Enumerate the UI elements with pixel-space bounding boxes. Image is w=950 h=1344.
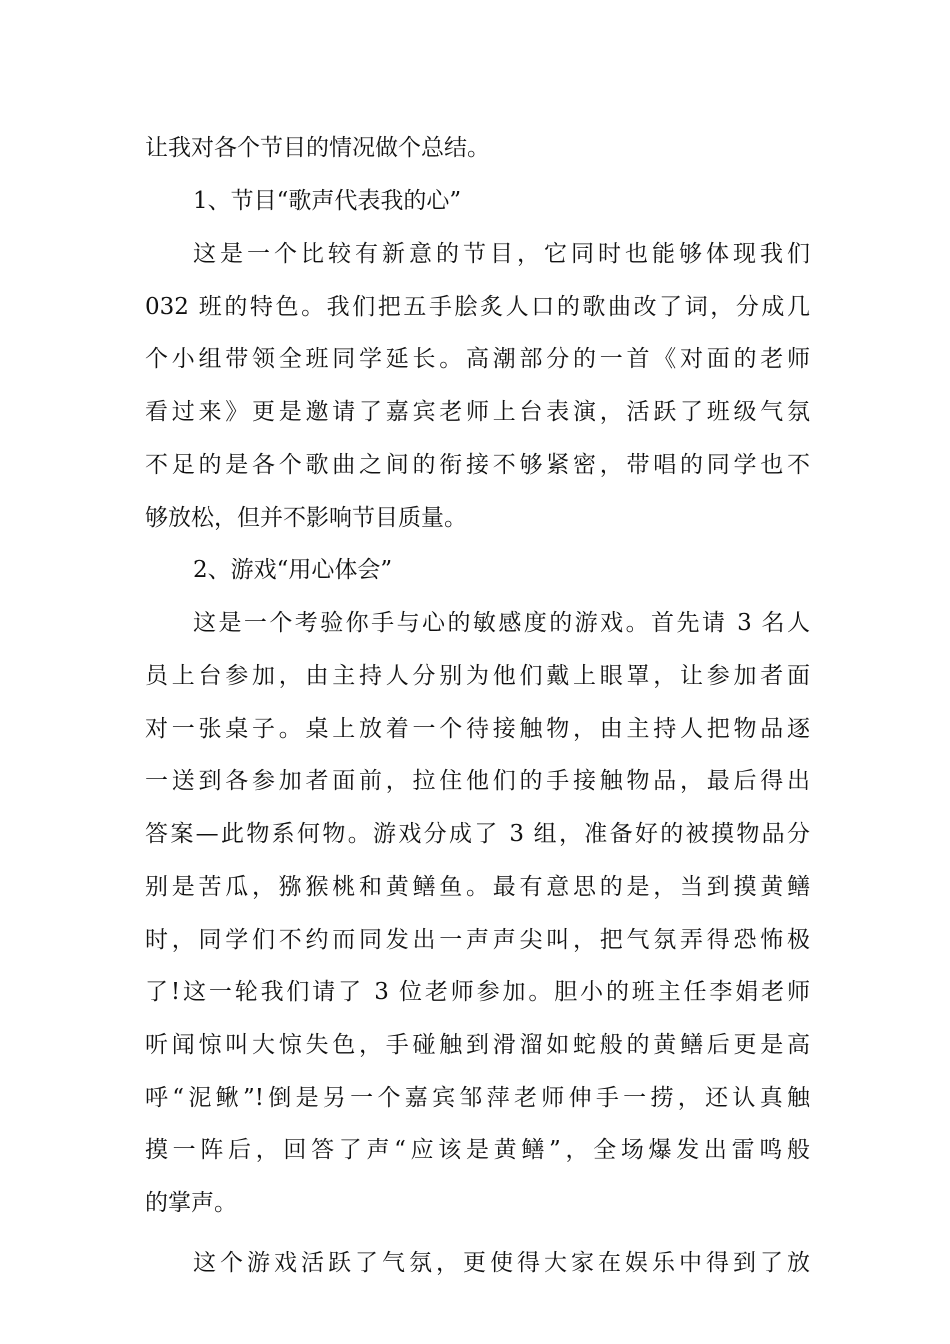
text-line: 个小组带领全班同学延长。高潮部分的一首《对面的老师 [145,346,810,372]
text-line: 够放松，但并不影响节目质量。 [145,505,467,531]
text-line: 听闻惊叫大惊失色，手碰触到滑溜如蛇般的黄鳝后更是高 [145,1032,810,1058]
text-line: 答案—此物系何物。游戏分成了 3 组，准备好的被摸物品分 [145,821,810,847]
text-line: 让我对各个节目的情况做个总结。 [145,135,490,161]
text-line: 看过来》更是邀请了嘉宾老师上台表演，活跃了班级气氛 [145,399,810,425]
text-line: 一送到各参加者面前，拉住他们的手接触物品，最后得出 [145,768,810,794]
text-line: 这个游戏活跃了气氛，更使得大家在娱乐中得到了放 [193,1250,810,1276]
text-line: 032 班的特色。我们把五手脍炙人口的歌曲改了词，分成几 [145,294,810,320]
text-line: 呼“泥鳅”!倒是另一个嘉宾邹萍老师伸手一捞，还认真触 [145,1085,810,1111]
section-heading-2: 2、游戏“用心体会” [193,557,393,583]
text-line: 时，同学们不约而同发出一声声尖叫，把气氛弄得恐怖极 [145,927,810,953]
text-line: 对一张桌子。桌上放着一个待接触物，由主持人把物品逐 [145,716,810,742]
text-line: 了!这一轮我们请了 3 位老师参加。胆小的班主任李娟老师 [145,979,810,1005]
text-line: 这是一个考验你手与心的敏感度的游戏。首先请 3 名人 [193,610,810,636]
text-line: 这是一个比较有新意的节目，它同时也能够体现我们 [193,241,810,267]
text-line: 的掌声。 [145,1190,237,1216]
text-line: 不足的是各个歌曲之间的衔接不够紧密，带唱的同学也不 [145,452,810,478]
text-line: 员上台参加，由主持人分别为他们戴上眼罩，让参加者面 [145,663,810,689]
section-heading-1: 1、节目“歌声代表我的心” [193,188,462,214]
text-line: 别是苦瓜，猕猴桃和黄鳝鱼。最有意思的是，当到摸黄鳝 [145,874,810,900]
text-line: 摸一阵后，回答了声“应该是黄鳝”，全场爆发出雷鸣般 [145,1137,810,1163]
